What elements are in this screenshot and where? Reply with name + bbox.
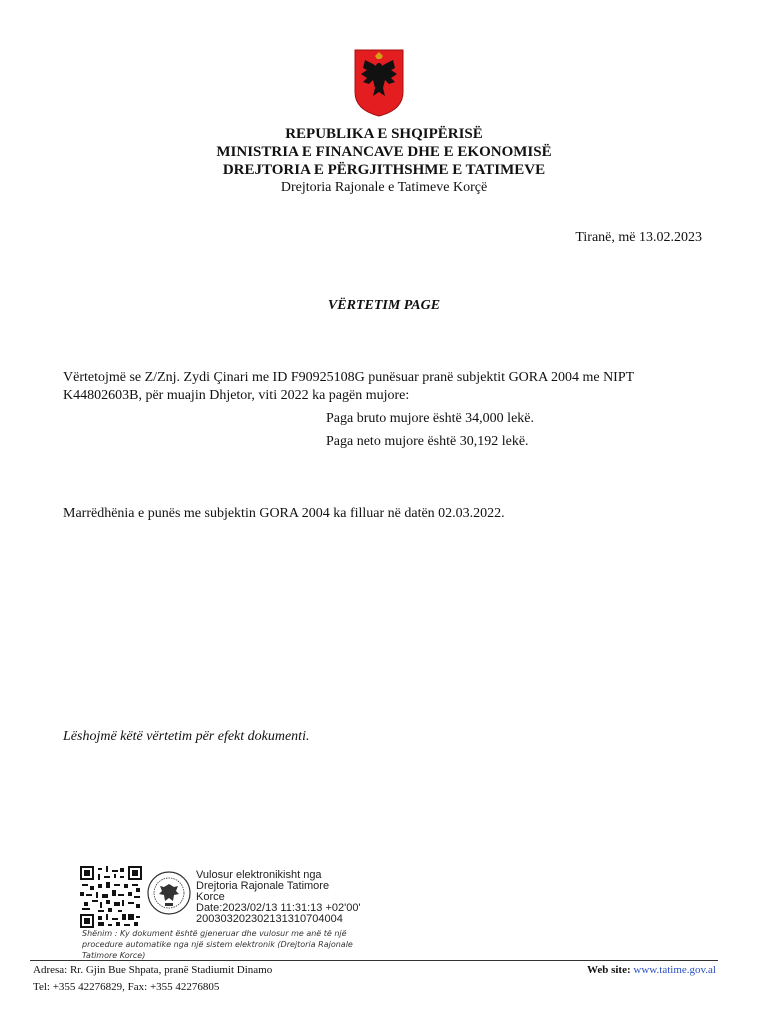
albanian-emblem-icon: [353, 48, 405, 118]
stamp-line1: Vulosur elektronikisht nga: [196, 869, 322, 881]
web-site-link[interactable]: www.tatime.gov.al: [633, 964, 716, 976]
header-regional: Drejtoria Rajonale e Tatimeve Korçë: [280, 180, 488, 195]
electronic-stamp: [196, 870, 361, 925]
body-paragraph-line2: K44802603B, për muajin Dhjetor, viti 2022 ka pagën mujore:: [63, 388, 410, 403]
automatic-generation-note: Shënim : Ky dokument është gjeneruar dhe vulosur me anë të një procedure automatike nga një sistem elektronik (Drejtoria Rajonale Tatimore Korce): [82, 929, 353, 960]
official-seal-icon: [146, 870, 192, 916]
closing-statement: Lëshojmë këtë vërtetim për efekt dokumenti.: [63, 729, 310, 744]
web-site-label: Web site:: [586, 964, 631, 976]
stamp-line3: Korce: [196, 891, 225, 903]
document-date: Tiranë, më 13.02.2023: [575, 230, 702, 245]
footer-address: Adresa: Rr. Gjin Bue Shpata, pranë Stadiumit Dinamo: [33, 964, 273, 976]
footer-website: [587, 963, 716, 977]
footer-phone: Tel: +355 42276829, Fax: +355 42276805: [33, 981, 220, 993]
document-title: VËRTETIM PAGE: [327, 298, 441, 313]
header-ministry: MINISTRIA E FINANCAVE DHE E EKONOMISË: [216, 144, 552, 160]
header-directorate: DREJTORIA E PËRGJITHSHME E TATIMEVE: [222, 162, 546, 178]
footer-divider: [30, 960, 718, 961]
stamp-date: Date:2023/02/13 11:31:13 +02'00': [196, 902, 361, 914]
gross-salary: Paga bruto mujore është 34,000 lekë.: [326, 411, 535, 426]
net-salary: Paga neto mujore është 30,192 lekë.: [326, 434, 529, 449]
body-paragraph-line1: Vërtetojmë se Z/Znj. Zydi Çinari me ID F90925108G punësuar pranë subjektit GORA 2004 me NIPT: [63, 370, 635, 385]
stamp-line2: Drejtoria Rajonale Tatimore: [196, 880, 330, 892]
qr-code-icon: [80, 866, 142, 928]
stamp-serial: 200303202302131310704004: [196, 913, 343, 925]
employment-start: Marrëdhënia e punës me subjektin GORA 2004 ka filluar në datën 02.03.2022.: [63, 506, 505, 521]
header-republic: REPUBLIKA E SHQIPËRISË: [285, 126, 483, 142]
